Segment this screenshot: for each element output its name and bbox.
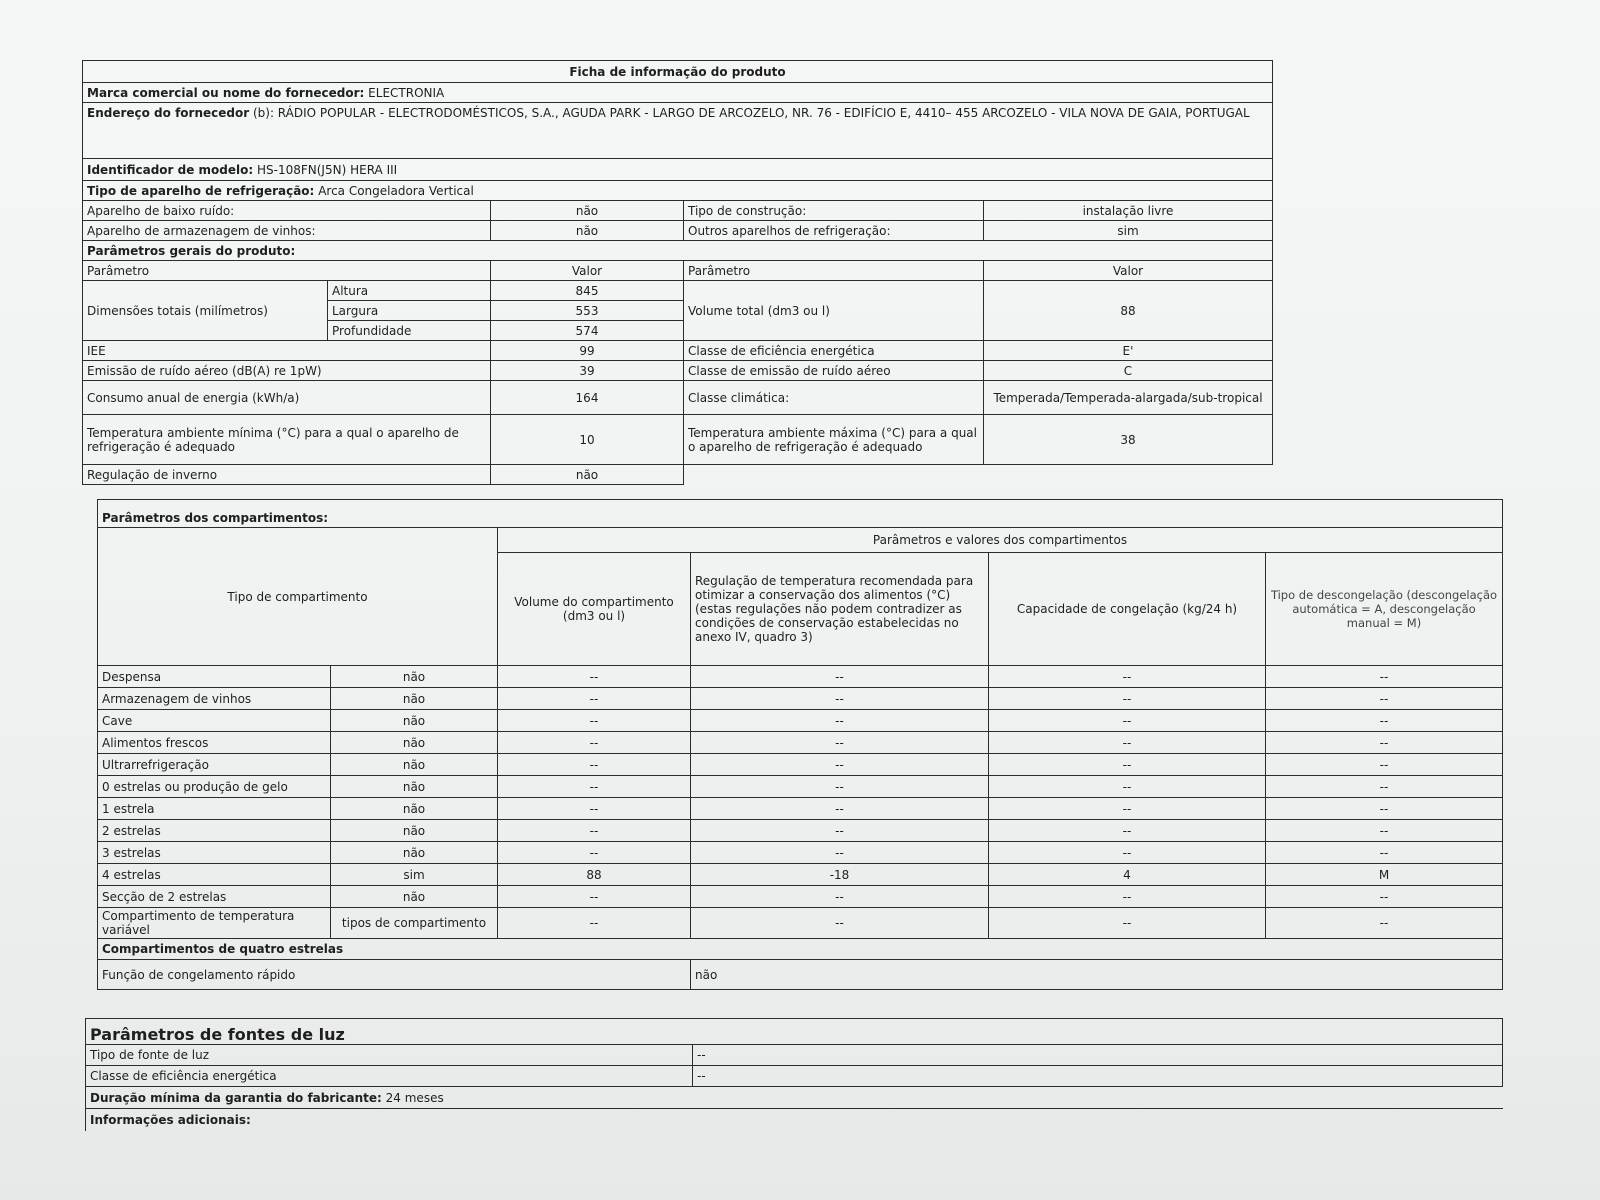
- compartment-defrost-type: --: [1266, 798, 1503, 820]
- brand-value: ELECTRONIA: [368, 85, 445, 100]
- compartment-present: tipos de compartimento: [331, 908, 498, 939]
- max-temp-label: Temperatura ambiente máxima (°C) para a qual o aparelho de refrigeração é adequado: [684, 415, 984, 465]
- compartment-type-header: Tipo de compartimento: [98, 528, 498, 666]
- winter-value: não: [491, 465, 684, 485]
- compartment-row: [98, 864, 1503, 886]
- compartment-defrost-type: --: [1266, 776, 1503, 798]
- light-type-value: --: [693, 1045, 1503, 1066]
- model-row: [83, 159, 1273, 181]
- compartment-name: 1 estrela: [98, 798, 331, 820]
- compartment-name: Despensa: [98, 666, 331, 688]
- compartment-group-header: Parâmetros e valores dos compartimentos: [498, 528, 1503, 553]
- compartment-present: não: [331, 820, 498, 842]
- light-source-table: [85, 1018, 1503, 1131]
- compartment-name: 4 estrelas: [98, 864, 331, 886]
- eei-value: 99: [491, 341, 684, 361]
- light-type-label: Tipo de fonte de luz: [86, 1045, 693, 1066]
- compartment-defrost-type: --: [1266, 820, 1503, 842]
- sheet-title: Ficha de informação do produto: [83, 61, 1273, 83]
- compartment-temperature: --: [691, 776, 989, 798]
- warranty-row: [86, 1087, 1503, 1109]
- noise-class-value: C: [984, 361, 1273, 381]
- compartment-temperature: --: [691, 842, 989, 864]
- compartment-row: [98, 754, 1503, 776]
- compartment-defrost-type: M: [1266, 864, 1503, 886]
- compartment-row: [98, 776, 1503, 798]
- compartment-row: [98, 842, 1503, 864]
- climate-class-label: Classe climática:: [684, 381, 984, 415]
- noise-label: Emissão de ruído aéreo (dB(A) re 1pW): [83, 361, 491, 381]
- address-label: Endereço do fornecedor: [87, 106, 250, 120]
- compartment-present: não: [331, 798, 498, 820]
- brand-label: Marca comercial ou nome do fornecedor:: [87, 85, 365, 100]
- four-star-title: Compartimentos de quatro estrelas: [98, 939, 1503, 960]
- compartment-row: [98, 732, 1503, 754]
- compartment-temperature: --: [691, 666, 989, 688]
- compartment-row: [98, 798, 1503, 820]
- total-volume-value: 88: [984, 281, 1273, 341]
- appliance-type-row: [83, 181, 1273, 201]
- width-value: 553: [491, 301, 684, 321]
- wine-storage-label: Aparelho de armazenagem de vinhos:: [83, 221, 491, 241]
- energy-class-value: E': [984, 341, 1273, 361]
- compartment-temperature: --: [691, 908, 989, 939]
- construction-label: Tipo de construção:: [684, 201, 984, 221]
- compartment-freezing-capacity: 4: [989, 864, 1266, 886]
- compartment-row: [98, 820, 1503, 842]
- compartment-row: [98, 886, 1503, 908]
- compartment-volume: --: [498, 754, 691, 776]
- compartment-defrost-type: --: [1266, 886, 1503, 908]
- temperature-header: Regulação de temperatura recomendada para otimizar a conservação dos alimentos (°C) (estas regulações não podem contradizer as condições de conservação estabelecidas no anexo IV, quadro 3): [691, 553, 989, 666]
- other-appliances-label: Outros aparelhos de refrigeração:: [684, 221, 984, 241]
- fast-freeze-value: não: [691, 960, 1503, 990]
- compartment-present: sim: [331, 864, 498, 886]
- compartment-freezing-capacity: --: [989, 842, 1266, 864]
- compartment-name: 0 estrelas ou produção de gelo: [98, 776, 331, 798]
- compartment-present: não: [331, 886, 498, 908]
- param-header-right: Parâmetro: [684, 261, 984, 281]
- compartment-volume: --: [498, 776, 691, 798]
- min-temp-label: Temperatura ambiente mínima (°C) para a qual o aparelho de refrigeração é adequado: [83, 415, 491, 465]
- compartment-freezing-capacity: --: [989, 908, 1266, 939]
- appliance-type-label: Tipo de aparelho de refrigeração:: [87, 183, 315, 198]
- defrost-type-header: Tipo de descongelação (descongelação automática = A, descongelação manual = M): [1266, 553, 1503, 666]
- depth-label: Profundidade: [328, 321, 491, 341]
- construction-value: instalação livre: [984, 201, 1273, 221]
- light-energy-class-label: Classe de eficiência energética: [86, 1066, 693, 1087]
- compartment-row: [98, 666, 1503, 688]
- value-header-left: Valor: [491, 261, 684, 281]
- compartment-name: 2 estrelas: [98, 820, 331, 842]
- compartment-volume: --: [498, 908, 691, 939]
- noise-class-label: Classe de emissão de ruído aéreo: [684, 361, 984, 381]
- compartment-freezing-capacity: --: [989, 798, 1266, 820]
- compartment-defrost-type: --: [1266, 710, 1503, 732]
- depth-value: 574: [491, 321, 684, 341]
- compartment-present: não: [331, 776, 498, 798]
- product-info-table: [82, 60, 1273, 485]
- wine-storage-value: não: [491, 221, 684, 241]
- compartment-defrost-type: --: [1266, 732, 1503, 754]
- compartment-present: não: [331, 754, 498, 776]
- compartments-table: [97, 499, 1503, 990]
- compartment-volume: 88: [498, 864, 691, 886]
- volume-header: Volume do compartimento (dm3 ou l): [498, 553, 691, 666]
- compartment-present: não: [331, 842, 498, 864]
- compartment-present: não: [331, 688, 498, 710]
- brand-row: [83, 83, 1273, 103]
- compartment-name: Compartimento de temperatura variável: [98, 908, 331, 939]
- compartment-defrost-type: --: [1266, 842, 1503, 864]
- compartment-freezing-capacity: --: [989, 666, 1266, 688]
- compartment-name: Ultrarrefrigeração: [98, 754, 331, 776]
- compartment-row: [98, 908, 1503, 939]
- compartment-row: [98, 710, 1503, 732]
- compartment-present: não: [331, 710, 498, 732]
- compartment-freezing-capacity: --: [989, 886, 1266, 908]
- compartment-defrost-type: --: [1266, 754, 1503, 776]
- compartment-name: Alimentos frescos: [98, 732, 331, 754]
- compartments-section-title: Parâmetros dos compartimentos:: [98, 500, 1503, 528]
- compartment-present: não: [331, 732, 498, 754]
- dimensions-label: Dimensões totais (milímetros): [83, 281, 328, 341]
- energy-consumption-value: 164: [491, 381, 684, 415]
- climate-class-value: Temperada/Temperada-alargada/sub-tropical: [984, 381, 1273, 415]
- warranty-label: Duração mínima da garantia do fabricante:: [90, 1090, 382, 1105]
- height-label: Altura: [328, 281, 491, 301]
- energy-class-label: Classe de eficiência energética: [684, 341, 984, 361]
- compartment-freezing-capacity: --: [989, 754, 1266, 776]
- appliance-type-value: Arca Congeladora Vertical: [318, 183, 474, 198]
- winter-label: Regulação de inverno: [83, 465, 491, 485]
- compartment-name: 3 estrelas: [98, 842, 331, 864]
- compartment-defrost-type: --: [1266, 908, 1503, 939]
- general-section-title: Parâmetros gerais do produto:: [83, 241, 1273, 261]
- compartment-volume: --: [498, 666, 691, 688]
- freezing-capacity-header: Capacidade de congelação (kg/24 h): [989, 553, 1266, 666]
- compartment-temperature: --: [691, 688, 989, 710]
- fast-freeze-label: Função de congelamento rápido: [98, 960, 691, 990]
- compartment-defrost-type: --: [1266, 666, 1503, 688]
- compartment-volume: --: [498, 710, 691, 732]
- model-value: HS-108FN(J5N) HERA III: [257, 162, 398, 177]
- compartment-volume: --: [498, 820, 691, 842]
- compartment-temperature: --: [691, 710, 989, 732]
- energy-consumption-label: Consumo anual de energia (kWh/a): [83, 381, 491, 415]
- address-value: (b): RÁDIO POPULAR - ELECTRODOMÉSTICOS, S.A., AGUDA PARK - LARGO DE ARCOZELO, NR. 76 - EDIFÍCIO E, 4410– 455 ARCOZELO - VILA NOVA DE GAIA, PORTUGAL: [252, 106, 1250, 120]
- width-label: Largura: [328, 301, 491, 321]
- compartment-temperature: --: [691, 798, 989, 820]
- other-appliances-value: sim: [984, 221, 1273, 241]
- compartment-temperature: --: [691, 732, 989, 754]
- value-header-right: Valor: [984, 261, 1273, 281]
- low-noise-value: não: [491, 201, 684, 221]
- compartment-defrost-type: --: [1266, 688, 1503, 710]
- additional-info-label: Informações adicionais:: [86, 1109, 1503, 1131]
- compartment-freezing-capacity: --: [989, 820, 1266, 842]
- param-header-left: Parâmetro: [83, 261, 491, 281]
- compartment-row: [98, 688, 1503, 710]
- light-section-title: Parâmetros de fontes de luz: [86, 1019, 1503, 1045]
- warranty-value: 24 meses: [385, 1090, 444, 1105]
- compartment-freezing-capacity: --: [989, 732, 1266, 754]
- compartment-name: Armazenagem de vinhos: [98, 688, 331, 710]
- compartment-volume: --: [498, 688, 691, 710]
- compartment-temperature: --: [691, 886, 989, 908]
- compartment-temperature: -18: [691, 864, 989, 886]
- address-row: [83, 103, 1273, 159]
- eei-label: IEE: [83, 341, 491, 361]
- low-noise-label: Aparelho de baixo ruído:: [83, 201, 491, 221]
- min-temp-value: 10: [491, 415, 684, 465]
- compartment-freezing-capacity: --: [989, 688, 1266, 710]
- compartment-freezing-capacity: --: [989, 776, 1266, 798]
- compartment-name: Secção de 2 estrelas: [98, 886, 331, 908]
- height-value: 845: [491, 281, 684, 301]
- compartment-rows: [98, 666, 1503, 939]
- model-label: Identificador de modelo:: [87, 162, 254, 177]
- total-volume-label: Volume total (dm3 ou l): [684, 281, 984, 341]
- max-temp-value: 38: [984, 415, 1273, 465]
- compartment-volume: --: [498, 732, 691, 754]
- empty-cell: [684, 465, 1273, 485]
- compartment-present: não: [331, 666, 498, 688]
- compartment-volume: --: [498, 886, 691, 908]
- compartment-volume: --: [498, 842, 691, 864]
- compartment-temperature: --: [691, 820, 989, 842]
- noise-value: 39: [491, 361, 684, 381]
- compartment-volume: --: [498, 798, 691, 820]
- compartment-temperature: --: [691, 754, 989, 776]
- light-energy-class-value: --: [693, 1066, 1503, 1087]
- compartment-name: Cave: [98, 710, 331, 732]
- compartment-freezing-capacity: --: [989, 710, 1266, 732]
